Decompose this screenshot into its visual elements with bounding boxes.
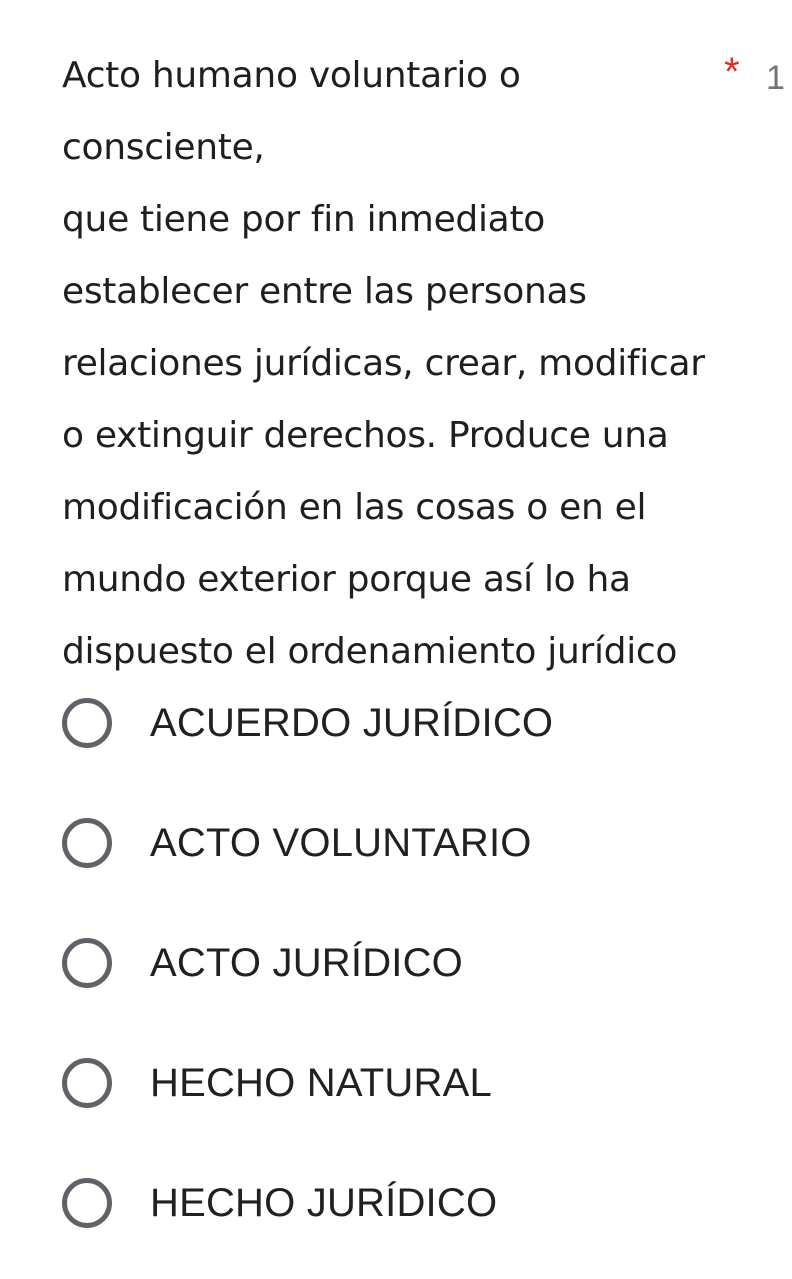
option-label: ACTO VOLUNTARIO [150,820,532,865]
radio-option-acto-voluntario[interactable] [62,783,762,903]
required-asterisk: * [724,50,740,94]
option-label: ACTO JURÍDICO [150,940,463,985]
option-label: HECHO NATURAL [150,1060,492,1105]
radio-button[interactable] [62,818,112,868]
radio-option-acto-juridico[interactable] [62,903,762,1023]
radio-button[interactable] [62,938,112,988]
question-points: 1 [766,59,785,97]
question-block [62,40,792,688]
option-label: ACUERDO JURÍDICO [150,700,554,745]
radio-button[interactable] [62,1058,112,1108]
radio-option-acuerdo-juridico[interactable] [62,663,762,783]
radio-option-hecho-natural[interactable] [62,1023,762,1143]
question-text: Acto humano voluntario o consciente, que tiene por fin inmediato establecer entre las personas relaciones jurídicas, crear, modificar o extinguir derechos. Produce una modificación en las cosas o en el mundo exterior porque así lo ha dispuesto el ordenamiento jurídico [62,55,705,672]
option-label: HECHO JURÍDICO [150,1180,498,1225]
radio-button[interactable] [62,1178,112,1228]
radio-option-hecho-juridico[interactable] [62,1143,762,1263]
radio-button[interactable] [62,698,112,748]
radio-options-list [62,663,762,1263]
